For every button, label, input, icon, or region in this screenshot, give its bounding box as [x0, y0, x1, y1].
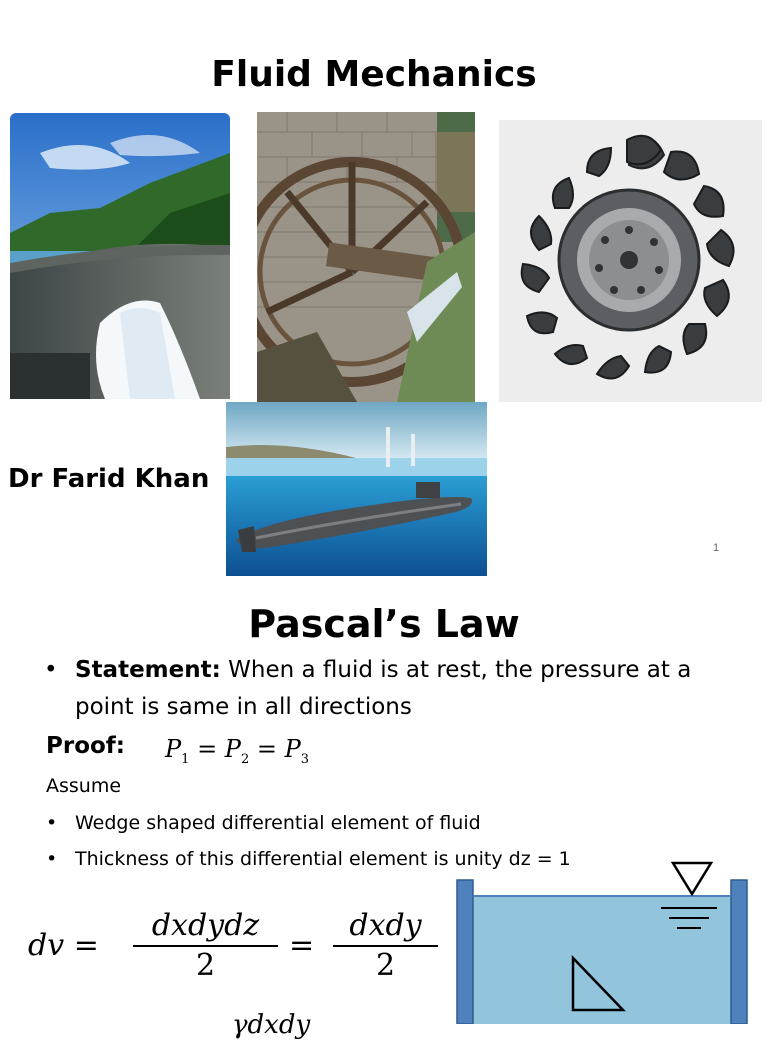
tank-right-wall [731, 880, 747, 1024]
proof-label: Proof: [46, 733, 126, 759]
bullet-dot: • [46, 812, 58, 834]
waterwheel-photo [257, 112, 475, 402]
submarine-photo [226, 402, 487, 576]
eq-frac2-bar [333, 945, 438, 947]
assumption-text-1: Wedge shaped differential element of fluid [75, 812, 481, 834]
tank-fluid [473, 896, 731, 1024]
bullet-dot: • [44, 657, 58, 683]
slide-title-pascals-law: Pascal’s Law [248, 602, 520, 646]
eq-frac2-denominator: 2 [375, 948, 396, 983]
eq-equals: = [289, 928, 315, 963]
volume-equation [28, 908, 448, 988]
statement-label: Statement: [75, 657, 221, 683]
page-number: 1 [713, 542, 720, 554]
proof-equation: $P_1 = P_2 = P_3$ [165, 735, 310, 767]
eq-lhs: dv = [28, 928, 99, 963]
eq-frac1-denominator: 2 [195, 948, 216, 983]
bullet-dot: • [46, 848, 58, 870]
assumption-bullet-1 [46, 812, 481, 836]
slide-title-fluid-mechanics: Fluid Mechanics [211, 54, 537, 95]
assume-label: Assume [46, 775, 122, 797]
fluid-tank-diagram [455, 860, 750, 1024]
pelton-turbine-photo [499, 120, 762, 402]
tank-left-wall [457, 880, 473, 1024]
statement-text: When a fluid is at rest, the pressure at a point is same in all directions [75, 657, 692, 720]
eq-frac1-numerator: dxdydz [151, 908, 260, 943]
assumption-text-2: Thickness of this differential element is unity dz = 1 [75, 848, 571, 870]
dam-photo [10, 113, 230, 399]
eq-frac1-bar [133, 945, 278, 947]
cut-off-equation-text: γdxdy [232, 1010, 311, 1040]
eq-frac2-numerator: dxdy [349, 908, 422, 943]
author-name: Dr Farid Khan [8, 464, 210, 494]
